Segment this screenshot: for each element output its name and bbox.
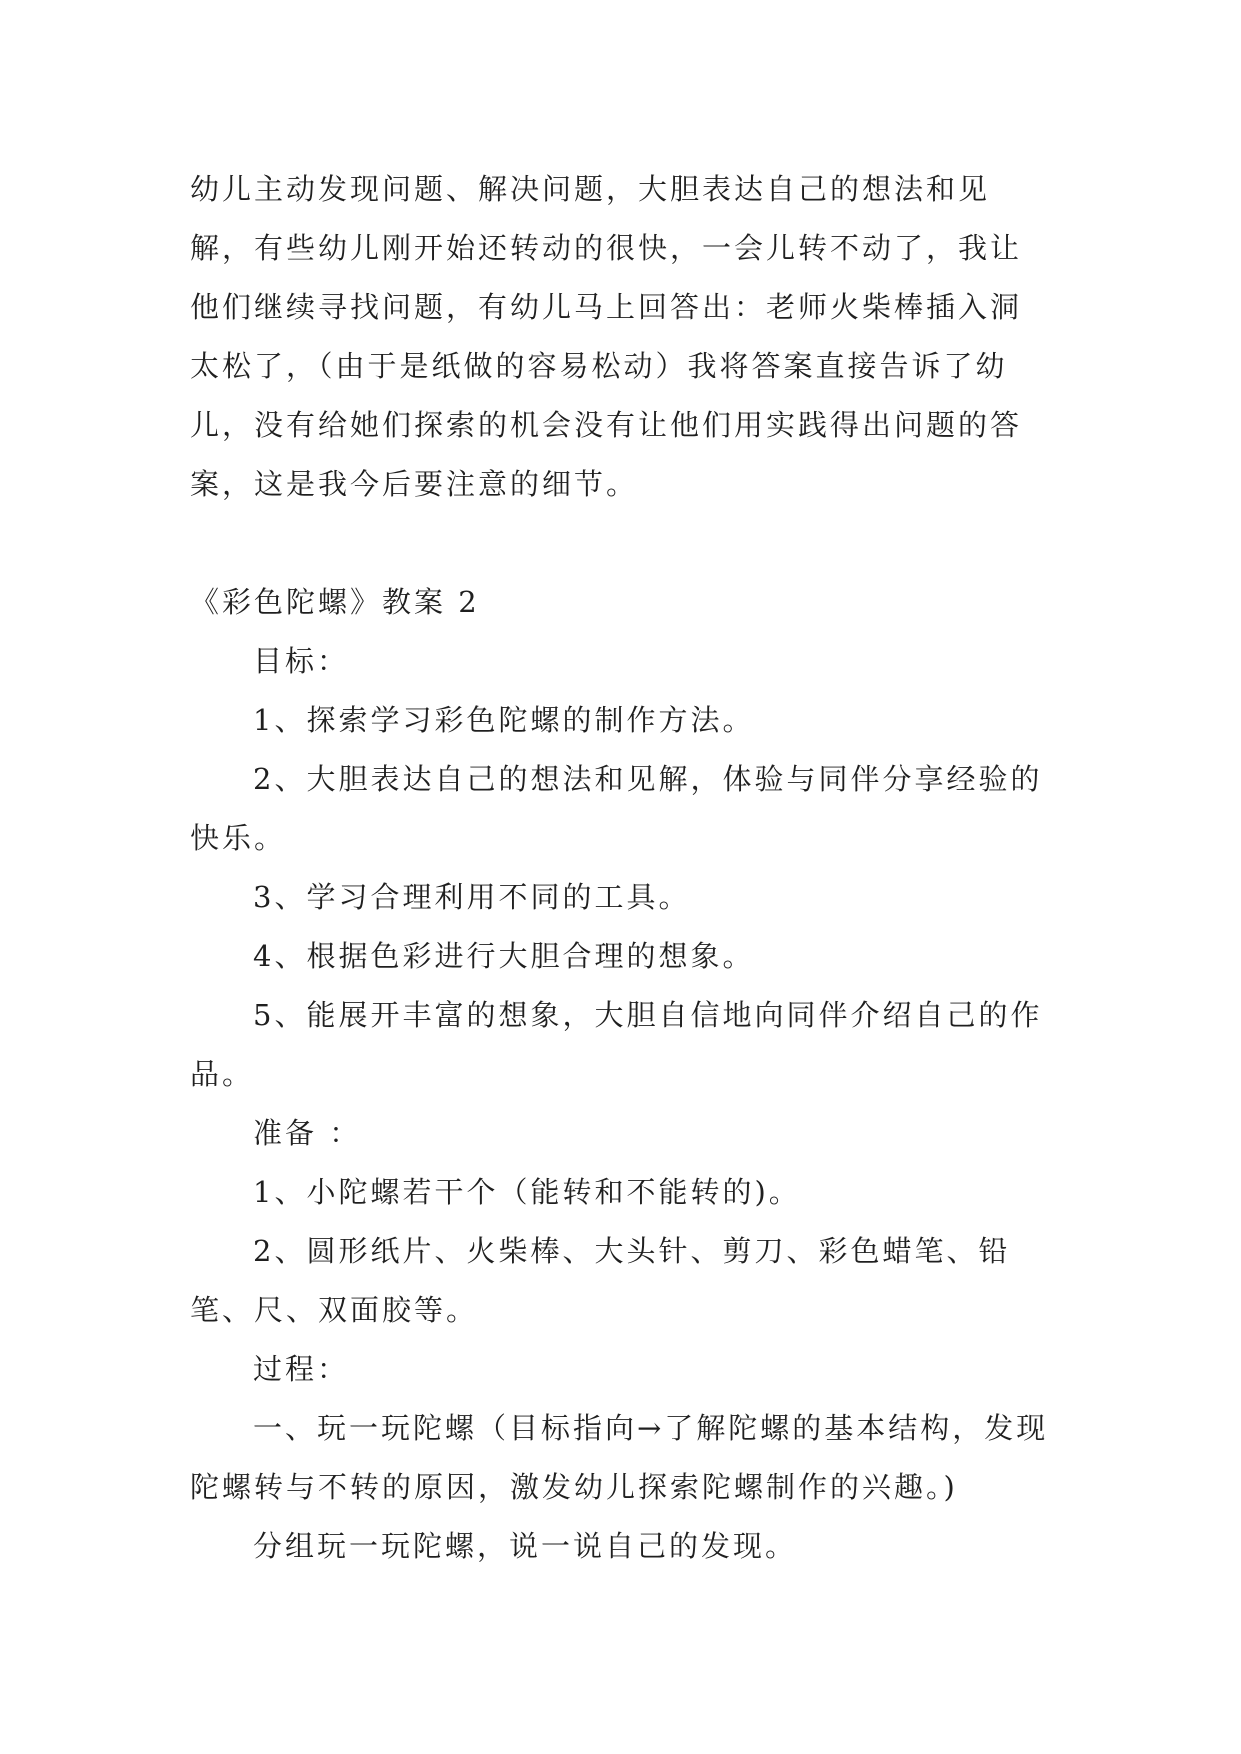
process-step-1-detail: 分组玩一玩陀螺，说一说自己的发现。 [253,1529,798,1563]
goals-label: 目标： [253,644,350,678]
preparation-item-2: 2、圆形纸片、火柴棒、大头针、剪刀、彩色蜡笔、铅笔、尺、双面胶等。 [190,1234,1011,1327]
process-label: 过程： [253,1352,350,1386]
goal-item-1: 1、探索学习彩色陀螺的制作方法。 [253,703,755,737]
preparation-item-1: 1、小陀螺若干个（能转和不能转的)。 [253,1175,801,1209]
goal-item-3: 3、学习合理利用不同的工具。 [253,880,691,914]
process-step-1: 一、玩一玩陀螺（目标指向→了解陀螺的基本结构，发现陀螺转与不转的原因，激发幼儿探索陀螺制作的兴趣。) [190,1411,1049,1504]
preparation-label: 准备 ： [253,1116,362,1150]
goal-item-2: 2、大胆表达自己的想法和见解，体验与同伴分享经验的快乐。 [190,762,1043,855]
paragraph-reflection: 幼儿主动发现问题、解决问题，大胆表达自己的想法和见解，有些幼儿刚开始还转动的很快，一会儿转不动了，我让他们继续寻找问题，有幼儿马上回答出：老师火柴棒插入洞太松了，（由于是纸做的容易松动）我将答案直接告诉了幼儿，没有给她们探索的机会没有让他们用实践得出问题的答案，这是我今后要注意的细节。 [190,172,1023,501]
goal-item-5: 5、能展开丰富的想象，大胆自信地向同伴介绍自己的作品。 [190,998,1043,1091]
section-heading: 《彩色陀螺》教案 2 [190,585,480,619]
goal-item-4: 4、根据色彩进行大胆合理的想象。 [253,939,755,973]
document-body [190,160,1050,1576]
